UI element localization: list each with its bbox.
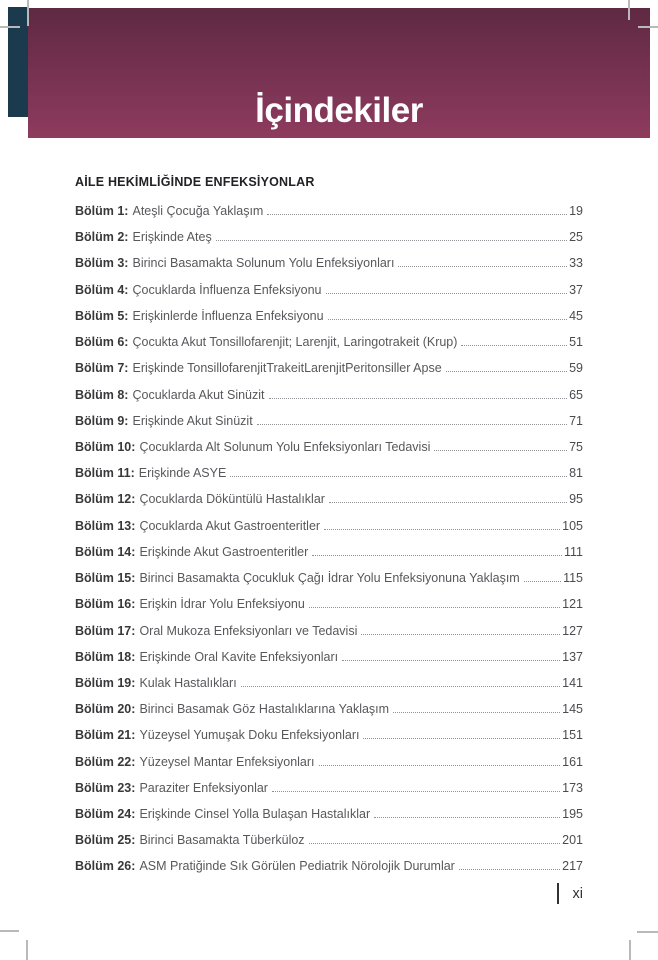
toc-entry [75,283,583,309]
toc-entry [75,388,583,414]
toc-leader-dots [312,555,562,556]
toc-entry-label: Bölüm 3: [75,256,129,271]
toc-entry-page: 105 [562,518,583,533]
toc-entry-title: Yüzeysel Yumuşak Doku Enfeksiyonları [139,728,360,743]
toc-entry-label: Bölüm 25: [75,833,136,848]
toc-entry-label: Bölüm 24: [75,807,136,822]
toc-entry-title: Erişkinlerde İnfluenza Enfeksiyonu [132,308,324,323]
toc-entry-title: Erişkinde TonsillofarenjitTrakeitLarenjitPeritonsiller Apse [132,361,442,376]
toc-entry [75,361,583,387]
toc-entry-page: 217 [562,859,583,874]
footer-divider [557,883,559,904]
toc-entry-title: Yüzeysel Mantar Enfeksiyonları [139,754,315,769]
toc-entry-title: Birinci Basamakta Solunum Yolu Enfeksiyonları [132,256,395,271]
toc-entry [75,309,583,335]
toc-leader-dots [461,345,567,346]
toc-leader-dots [267,214,567,215]
toc-entry [75,859,583,885]
toc-entry-label: Bölüm 17: [75,623,136,638]
toc-entry-label: Bölüm 26: [75,859,136,874]
toc-entry-page: 195 [562,807,583,822]
toc-entry [75,650,583,676]
toc-entry-title: Ateşli Çocuğa Yaklaşım [132,204,264,218]
crop-mark-top-right-vertical [628,0,630,20]
toc-entry-page: 115 [563,571,583,586]
toc-leader-dots [446,371,567,372]
toc-entry-title: ASM Pratiğinde Sık Görülen Pediatrik Nörolojik Durumlar [139,859,455,874]
toc-entry-page: 201 [562,833,583,848]
toc-entry-label: Bölüm 9: [75,413,129,428]
toc-entry-page: 37 [569,282,583,297]
toc-entry-title: Kulak Hastalıkları [139,675,237,690]
toc-entry-title: Çocukta Akut Tonsillofarenjit; Larenjit, Laringotrakeit (Krup) [132,335,458,350]
toc-entry-title: Oral Mukoza Enfeksiyonları ve Tedavisi [139,623,358,638]
toc-entry [75,755,583,781]
toc-leader-dots [363,738,560,739]
toc-entry [75,256,583,282]
toc-entry-label: Bölüm 22: [75,754,136,769]
toc-entry-label: Bölüm 21: [75,728,136,743]
toc-entry-title: Erişkin İdrar Yolu Enfeksiyonu [139,597,305,612]
toc-entry-title: Birinci Basamakta Çocukluk Çağı İdrar Yolu Enfeksiyonuna Yaklaşım [139,571,520,586]
toc-entry-page: 75 [569,439,583,454]
page-number: xi [572,885,583,902]
toc-entry [75,466,583,492]
toc-leader-dots [230,476,567,477]
crop-mark-bottom-right-horizontal [637,931,658,933]
toc-entry-title: Erişkinde ASYE [138,466,227,481]
crop-mark-top-right-horizontal [638,26,658,28]
toc-entry-page: 33 [569,256,583,271]
toc-entry-page: 59 [569,361,583,376]
toc-entry-page: 71 [569,413,583,428]
toc-entry [75,492,583,518]
toc-entry-title: Çocuklarda Akut Gastroenteritler [139,518,321,533]
toc-leader-dots [361,634,560,635]
toc-entry [75,728,583,754]
toc-entry-page: 173 [562,780,583,795]
toc-leader-dots [393,712,560,713]
toc-entry [75,414,583,440]
toc-entry-page: 121 [562,597,583,612]
toc-entry [75,702,583,728]
toc-entry-page: 141 [562,675,583,690]
toc-leader-dots [269,398,568,399]
toc-leader-dots [326,293,568,294]
toc-entry-label: Bölüm 5: [75,308,129,323]
toc-entry-label: Bölüm 19: [75,675,136,690]
toc-entry [75,204,583,230]
toc-leader-dots [324,529,560,530]
toc-leader-dots [328,319,568,320]
page-footer [75,883,583,904]
toc-leader-dots [374,817,560,818]
toc-entry-page: 127 [562,623,583,638]
toc-list [75,204,583,886]
toc-entry-label: Bölüm 7: [75,361,129,376]
toc-entry-label: Bölüm 16: [75,597,136,612]
page-title: İçindekiler [255,91,423,130]
crop-mark-bottom-right-vertical [629,940,631,960]
toc-entry [75,519,583,545]
toc-entry-page: 145 [562,702,583,717]
toc-leader-dots [309,607,560,608]
toc-entry [75,230,583,256]
toc-entry-label: Bölüm 6: [75,335,129,350]
toc-entry [75,571,583,597]
toc-entry-label: Bölüm 8: [75,387,129,402]
toc-leader-dots [459,869,560,870]
toc-entry-title: Çocuklarda Akut Sinüzit [132,387,265,402]
crop-mark-bottom-left-vertical [26,940,28,960]
toc-entry-title: Paraziter Enfeksiyonlar [139,780,268,795]
toc-entry-label: Bölüm 4: [75,282,129,297]
toc-entry-page: 111 [563,544,583,559]
toc-entry-label: Bölüm 10: [75,439,136,454]
toc-entry [75,624,583,650]
toc-entry-title: Erişkinde Ateş [132,230,212,245]
toc-leader-dots [398,266,567,267]
toc-entry-page: 137 [562,649,583,664]
toc-entry-label: Bölüm 23: [75,780,136,795]
toc-entry [75,335,583,361]
toc-leader-dots [241,686,560,687]
toc-entry-label: Bölüm 18: [75,649,136,664]
toc-entry-label: Bölüm 12: [75,492,136,507]
toc-entry [75,676,583,702]
toc-leader-dots [216,240,567,241]
toc-entry [75,545,583,571]
toc-entry-title: Birinci Basamakta Tüberküloz [139,833,305,848]
toc-entry [75,807,583,833]
toc-entry-label: Bölüm 2: [75,230,129,245]
toc-entry-title: Erişkinde Akut Gastroenteritler [139,544,309,559]
toc-entry [75,781,583,807]
toc-entry-title: Erişkinde Oral Kavite Enfeksiyonları [139,649,339,664]
toc-entry-page: 95 [569,492,583,507]
toc-entry-label: Bölüm 1: [75,204,129,218]
crop-mark-top-left-horizontal [0,26,20,28]
toc-entry-page: 51 [569,335,583,350]
toc-entry-page: 151 [562,728,583,743]
toc-entry-page: 161 [562,754,583,769]
toc-content [75,175,583,886]
toc-entry-title: Birinci Basamak Göz Hastalıklarına Yaklaşım [139,702,390,717]
toc-leader-dots [319,765,561,766]
toc-leader-dots [329,502,567,503]
toc-leader-dots [342,660,560,661]
toc-entry [75,833,583,859]
toc-entry-label: Bölüm 11: [75,466,135,481]
toc-entry-label: Bölüm 20: [75,702,136,717]
toc-leader-dots [309,843,561,844]
toc-entry [75,597,583,623]
toc-leader-dots [272,791,560,792]
toc-entry [75,440,583,466]
section-heading: AİLE HEKİMLİĞİNDE ENFEKSİYONLAR [75,175,315,189]
toc-leader-dots [257,424,567,425]
header-banner [28,8,650,138]
toc-entry-title: Erişkinde Cinsel Yolla Bulaşan Hastalıklar [139,807,371,822]
toc-entry-page: 45 [569,308,583,323]
toc-entry-label: Bölüm 15: [75,571,136,586]
toc-entry-label: Bölüm 13: [75,518,136,533]
crop-mark-top-left-vertical [27,0,29,26]
toc-leader-dots [434,450,567,451]
crop-mark-bottom-left-horizontal [0,930,19,932]
toc-entry-title: Çocuklarda Alt Solunum Yolu Enfeksiyonları Tedavisi [139,439,431,454]
toc-entry-page: 25 [569,230,583,245]
toc-entry-title: Çocuklarda İnfluenza Enfeksiyonu [132,282,322,297]
toc-entry-title: Erişkinde Akut Sinüzit [132,413,253,428]
toc-entry-label: Bölüm 14: [75,544,136,559]
toc-leader-dots [524,581,561,582]
spine-accent-bar [8,7,28,117]
toc-entry-page: 81 [569,466,583,481]
toc-entry-title: Çocuklarda Döküntülü Hastalıklar [139,492,325,507]
toc-entry-page: 19 [569,204,583,218]
toc-entry-page: 65 [569,387,583,402]
